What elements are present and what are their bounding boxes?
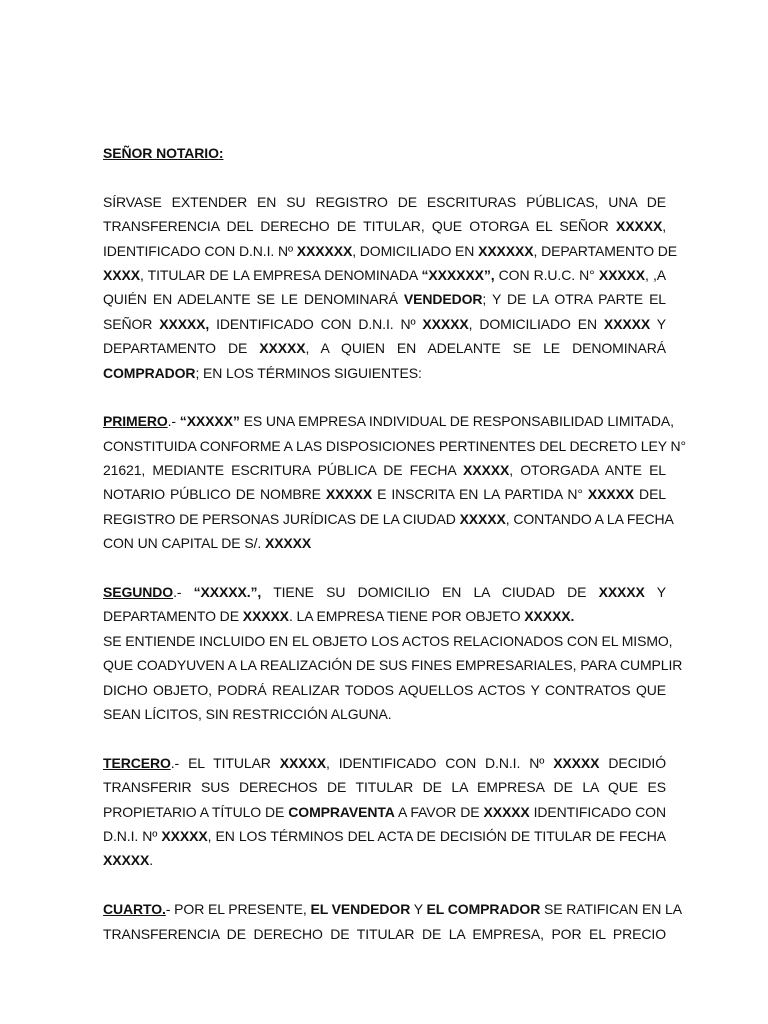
bold-text: VENDEDOR <box>403 291 483 308</box>
bold-text: XXXXXX <box>296 242 353 259</box>
text-segment: , EN LOS TÉRMINOS DEL ACTA DE DECISIÓN DE TITULAR DE FECHA <box>207 827 666 844</box>
text-segment: TIENE SU DOMICILIO EN LA CIUDAD DE <box>261 584 599 601</box>
text-segment: DICHO OBJETO, PODRÁ REALIZAR TODOS AQUELLOS ACTOS Y CONTRATOS QUE <box>103 681 666 698</box>
bold-text: XXXXX <box>598 584 645 601</box>
text-line <box>103 214 666 238</box>
text-line <box>103 751 666 775</box>
text-segment: , DOMICILIADO EN <box>352 242 479 259</box>
bold-text: XXXXX <box>598 266 646 283</box>
text-segment: TRANSFERIR SUS DERECHOS DE TITULAR DE LA EMPRESA DE LA QUE ES <box>103 779 666 796</box>
bold-text: XXXXX <box>422 315 469 332</box>
text-segment: DECIDIÓ <box>599 754 666 771</box>
text-segment: , A QUIEN EN ADELANTE SE LE DENOMINARÁ <box>305 340 666 357</box>
bold-text: XXXXX <box>325 486 373 503</box>
text-segment: .- <box>167 413 180 430</box>
text-segment: IDENTIFICADO CON D.N.I. Nº <box>103 242 297 259</box>
bold-text: XXXXX <box>103 852 150 869</box>
text-segment: SÍRVASE EXTENDER EN SU REGISTRO DE ESCRITURAS PÚBLICAS, UNA DE <box>103 193 666 210</box>
text-segment: , ,A <box>645 266 666 283</box>
text-segment: Y <box>410 901 427 918</box>
text-segment: , OTORGADA ANTE EL <box>509 462 666 479</box>
text-line <box>103 629 673 653</box>
bold-text: “XXXXXX”, <box>421 266 495 283</box>
text-segment: , CONTANDO A LA FECHA <box>505 510 674 527</box>
bold-text <box>103 413 168 429</box>
paragraph-tercero <box>103 751 666 873</box>
text-segment: CON R.U.C. N° <box>494 266 599 283</box>
bold-text: XXXXX <box>161 827 208 844</box>
text-segment: 21621, MEDIANTE ESCRITURA PÚBLICA DE FECHA <box>103 462 464 479</box>
text-line <box>103 361 666 385</box>
bold-text: XXXXX <box>553 754 600 771</box>
bold-text: “XXXXX” <box>179 413 240 430</box>
text-segment: QUIÉN EN ADELANTE SE LE DENOMINARÁ <box>103 291 404 308</box>
bold-text: XXXXX <box>242 608 289 625</box>
bold-text: COMPRAVENTA <box>288 803 395 820</box>
heading-text: SEÑOR NOTARIO <box>103 145 219 161</box>
clause-label: SEGUNDO <box>103 584 174 601</box>
paragraph-primero <box>103 409 686 555</box>
text-segment: SEÑOR <box>103 315 160 332</box>
text-line <box>103 458 666 482</box>
text-segment: , TITULAR DE LA EMPRESA DENOMINADA <box>139 266 422 283</box>
bold-text: XXXXX <box>603 315 651 332</box>
bold-text: XXXXX <box>587 486 635 503</box>
bold-text: XXXXX <box>459 510 506 527</box>
text-line <box>103 653 683 677</box>
text-line <box>103 239 678 263</box>
spacer <box>103 385 666 409</box>
text-line <box>103 263 666 287</box>
spacer <box>103 165 666 189</box>
text-segment: SE RATIFICAN EN LA <box>540 901 682 918</box>
bold-text: COMPRADOR <box>103 364 196 381</box>
bold-text: XXXXX <box>616 218 663 235</box>
text-line <box>103 312 666 336</box>
text-line <box>103 848 666 872</box>
text-segment: . <box>149 852 153 869</box>
text-segment: . LA EMPRESA TIENE POR OBJETO <box>288 608 525 625</box>
text-segment: D.N.I. Nº <box>103 827 162 844</box>
bold-text: XXXXX <box>483 803 530 820</box>
spacer <box>103 726 666 750</box>
text-segment: NOTARIO PÚBLICO DE NOMBRE <box>103 486 326 503</box>
text-line <box>103 190 666 214</box>
text-segment: .- EL TITULAR <box>170 754 280 771</box>
text-segment: SEAN LÍCITOS, SIN RESTRICCIÓN ALGUNA. <box>103 705 392 722</box>
bold-text <box>103 755 171 771</box>
text-line <box>103 824 666 848</box>
paragraph-intro <box>103 190 678 385</box>
text-line <box>103 678 666 702</box>
clause-label: PRIMERO <box>103 413 168 430</box>
text-line <box>103 336 666 360</box>
clause-label: TERCERO <box>103 754 171 771</box>
text-line <box>103 604 666 628</box>
text-segment: , <box>662 218 666 235</box>
text-segment: SE ENTIENDE INCLUIDO EN EL OBJETO LOS ACTOS RELACIONADOS CON EL MISMO, <box>103 632 673 649</box>
paragraph-cuarto <box>103 897 682 946</box>
text-segment: ; Y DE LA OTRA PARTE EL <box>482 291 666 308</box>
text-segment: CON UN CAPITAL DE S/. <box>103 535 265 552</box>
text-segment: Y <box>650 315 667 332</box>
text-segment: - POR EL PRESENTE, <box>165 901 311 918</box>
text-segment: A FAVOR DE <box>394 803 484 820</box>
bold-text: XXXXX. <box>524 608 575 625</box>
clause-label: CUARTO. <box>103 901 166 918</box>
text-segment: , DEPARTAMENTO DE <box>533 242 678 259</box>
bold-text: XXXXX, <box>159 315 210 332</box>
text-line <box>103 897 682 921</box>
text-segment: .- <box>173 584 194 601</box>
text-segment: DEPARTAMENTO DE <box>103 608 243 625</box>
document-page <box>103 141 686 946</box>
paragraph-segundo <box>103 580 683 726</box>
text-line <box>103 434 686 458</box>
text-segment: , DOMICILIADO EN <box>468 315 604 332</box>
document-heading: SEÑOR NOTARIO: <box>103 145 224 161</box>
bold-text <box>103 584 173 600</box>
text-segment: ; EN LOS TÉRMINOS SIGUIENTES: <box>195 364 422 381</box>
bold-text: “XXXXX.”, <box>193 584 262 601</box>
bold-text: XXXX <box>103 266 140 283</box>
text-segment: E INSCRITA EN LA PARTIDA N° <box>372 486 588 503</box>
text-segment: IDENTIFICADO CON <box>529 803 666 820</box>
bold-text: EL VENDEDOR <box>310 901 411 918</box>
text-line <box>103 482 666 506</box>
text-line <box>103 287 666 311</box>
bold-text: EL COMPRADOR <box>426 901 541 918</box>
bold-text: XXXXXX <box>478 242 534 259</box>
spacer <box>103 556 666 580</box>
text-segment: CONSTITUIDA CONFORME A LAS DISPOSICIONES PERTINENTES DEL DECRETO LEY N° <box>103 437 686 454</box>
text-line <box>103 507 674 531</box>
text-line <box>103 775 666 799</box>
bold-text: XXXXX <box>279 754 326 771</box>
text-segment: REGISTRO DE PERSONAS JURÍDICAS DE LA CIUDAD <box>103 510 460 527</box>
text-segment: ES UNA EMPRESA INDIVIDUAL DE RESPONSABILIDAD LIMITADA, <box>239 413 674 430</box>
text-segment: IDENTIFICADO CON D.N.I. Nº <box>209 315 423 332</box>
text-line <box>103 702 666 726</box>
text-segment: Y <box>644 584 666 601</box>
bold-text: XXXXX <box>264 535 312 552</box>
text-segment: DEL <box>634 486 666 503</box>
text-segment: TRANSFERENCIA DEL DERECHO DE TITULAR, QUE OTORGA EL SEÑOR <box>103 218 616 235</box>
text-line <box>103 409 674 433</box>
text-line <box>103 800 666 824</box>
bold-text <box>103 901 166 917</box>
bold-text: XXXXX <box>259 340 306 357</box>
bold-text: XXXXX <box>463 462 510 479</box>
text-line <box>103 922 666 946</box>
text-segment: QUE COADYUVEN A LA REALIZACIÓN DE SUS FINES EMPRESARIALES, PARA CUMPLIR <box>103 657 683 674</box>
text-segment: TRANSFERENCIA DE DERECHO DE TITULAR DE LA EMPRESA, POR EL PRECIO <box>103 925 666 942</box>
text-segment: DEPARTAMENTO DE <box>103 340 260 357</box>
text-line <box>103 580 666 604</box>
text-line <box>103 531 666 555</box>
text-segment: , IDENTIFICADO CON D.N.I. Nº <box>325 754 554 771</box>
document-body <box>103 190 686 946</box>
spacer <box>103 873 666 897</box>
text-segment: PROPIETARIO A TÍTULO DE <box>103 803 289 820</box>
